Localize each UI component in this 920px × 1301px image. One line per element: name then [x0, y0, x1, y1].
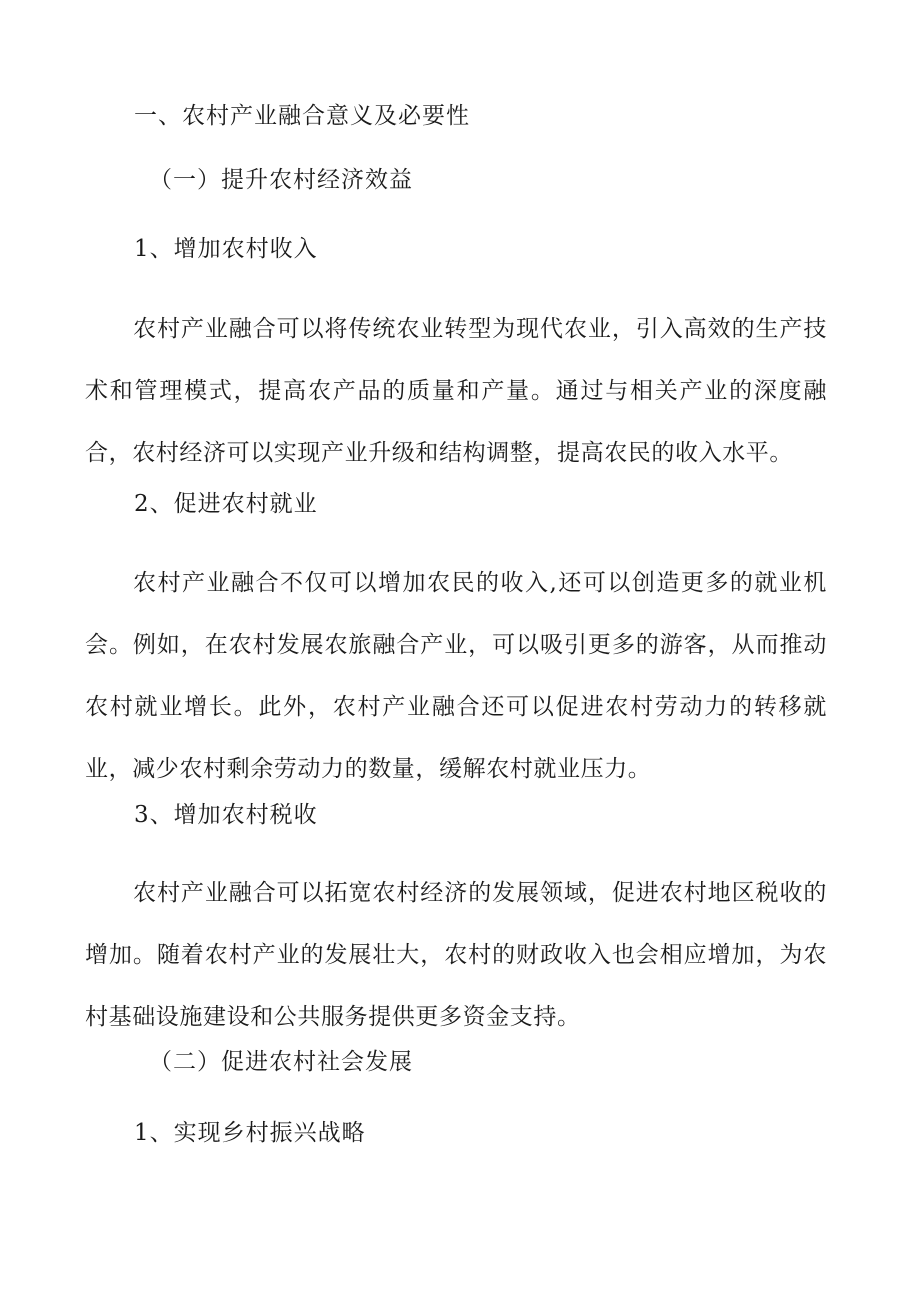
item-title-promote-employment: 2、促进农村就业	[134, 491, 318, 517]
item-title-rural-revitalization: 1、实现乡村振兴战略	[134, 1120, 366, 1146]
item-title-increase-income: 1、增加农村收入	[134, 236, 318, 262]
paragraph-increase-income: 农村产业融合可以将传统农业转型为现代农业，引入高效的生产技术和管理模式，提高农产品的质量和产量。通过与相关产业的深度融合，农村经济可以实现产业升级和结构调整，提高农民的收入水平。	[85, 316, 827, 466]
subsection-title-2: （二）促进农村社会发展	[149, 1049, 413, 1075]
item-title-increase-tax: 3、增加农村税收	[134, 802, 318, 828]
subsection-title-1: （一）提升农村经济效益	[149, 167, 413, 193]
paragraph-promote-employment: 农村产业融合不仅可以增加农民的收入,还可以创造更多的就业机会。例如，在农村发展农旅融合产业，可以吸引更多的游客，从而推动农村就业增长。此外，农村产业融合还可以促进农村劳动力的转移就业，减少农村剩余劳动力的数量，缓解农村就业压力。	[85, 570, 827, 782]
section-title: 一、农村产业融合意义及必要性	[134, 103, 470, 129]
paragraph-increase-tax: 农村产业融合可以拓宽农村经济的发展领域，促进农村地区税收的增加。随着农村产业的发展壮大，农村的财政收入也会相应增加，为农村基础设施建设和公共服务提供更多资金支持。	[85, 880, 827, 1030]
